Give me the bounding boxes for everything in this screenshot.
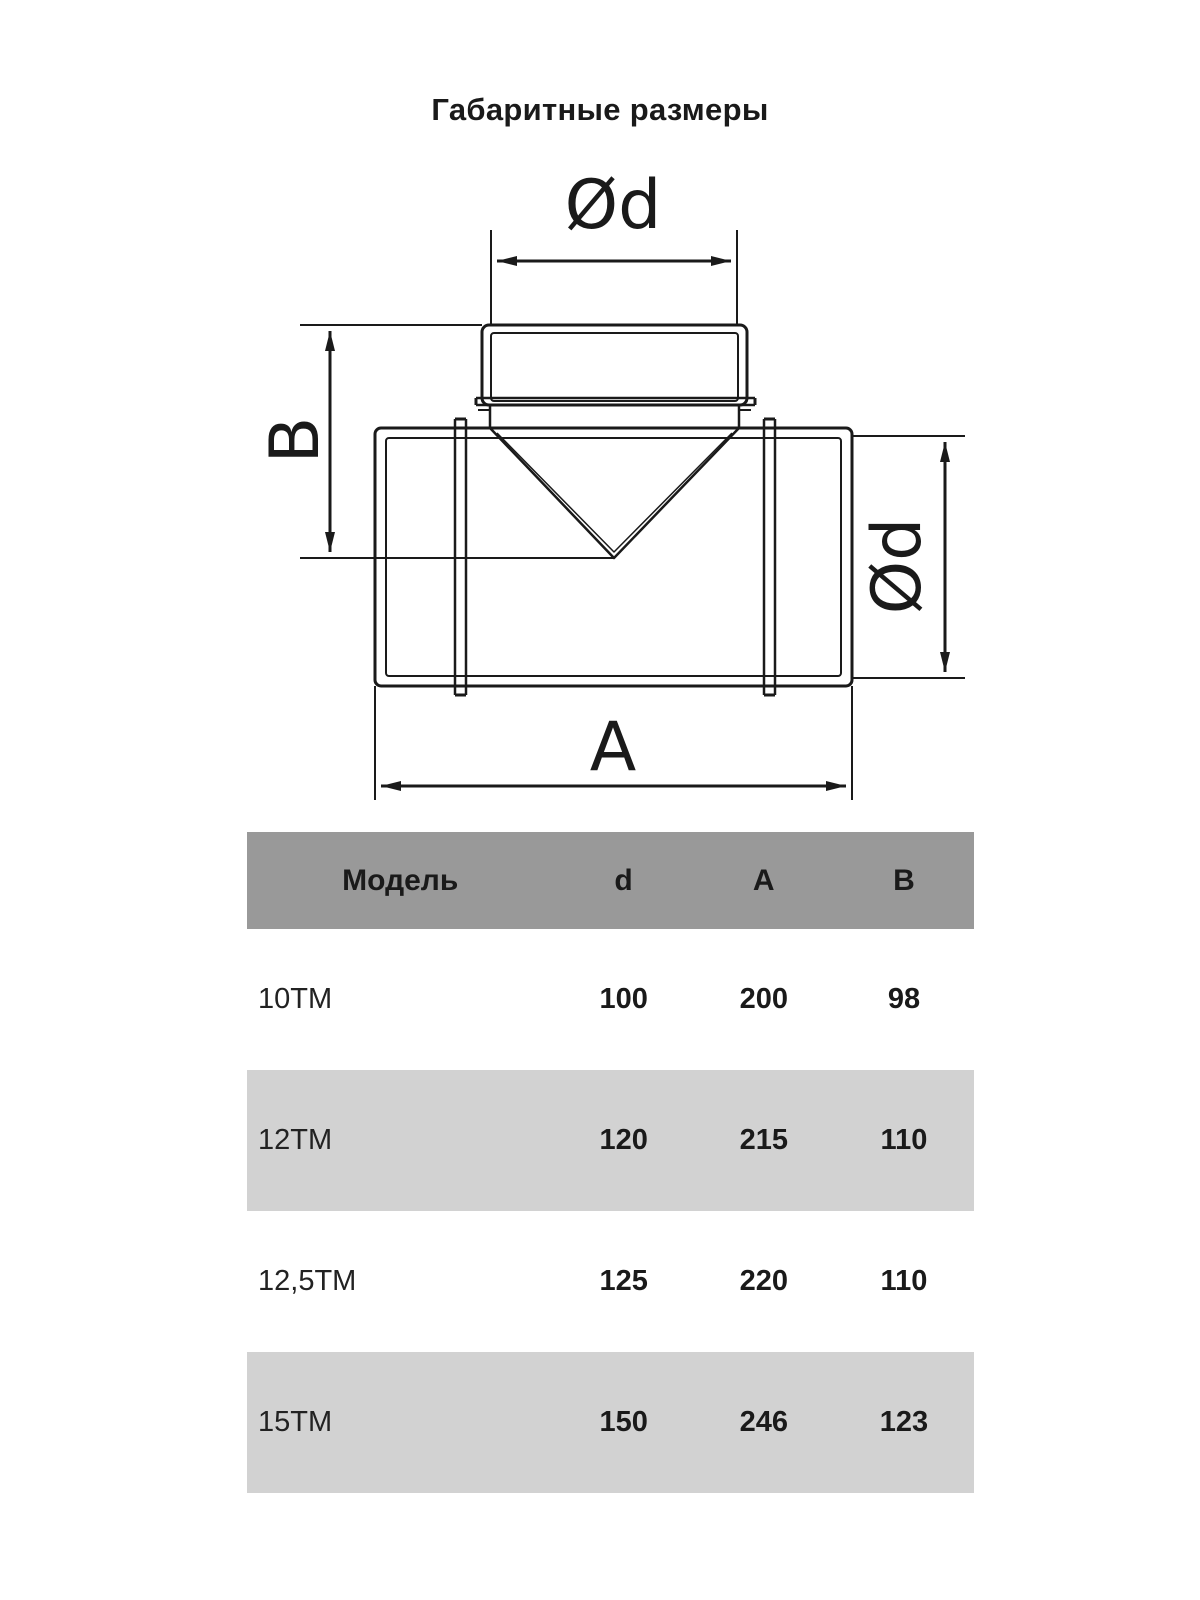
cell-d: 125 [599,1265,648,1297]
height-b-label: B [256,416,335,464]
cell-a: 215 [739,1124,789,1156]
cell-d: 100 [599,983,648,1015]
cell-model: 12,5TM [258,1265,357,1297]
side-diameter-label: Ød [858,517,937,615]
header-b: B [893,863,915,897]
cell-b: 123 [879,1406,929,1438]
length-a-label: A [589,708,637,787]
table-row [247,1070,974,1211]
page-title: Габаритные размеры [431,92,769,127]
top-diameter-label: Ød [564,166,662,245]
header-d: d [614,863,633,897]
cell-a: 246 [739,1406,789,1438]
cell-b: 110 [880,1265,928,1297]
cell-d: 150 [599,1406,648,1438]
cell-model: 12TM [258,1124,333,1156]
table-row [247,929,974,1070]
cell-a: 220 [739,1265,789,1297]
cell-model: 15TM [258,1406,333,1438]
cell-b: 98 [887,983,921,1015]
cell-a: 200 [739,983,789,1015]
tee-fitting-outline [375,325,852,695]
cell-b: 110 [880,1124,928,1156]
table-row [247,1352,974,1493]
table-header [247,832,974,929]
dimensions-table [247,832,974,1493]
header-model: Модель [342,863,459,897]
cell-d: 120 [599,1124,648,1156]
cell-model: 10TM [258,983,333,1015]
table-row [247,1211,974,1352]
header-a: A [752,863,775,897]
